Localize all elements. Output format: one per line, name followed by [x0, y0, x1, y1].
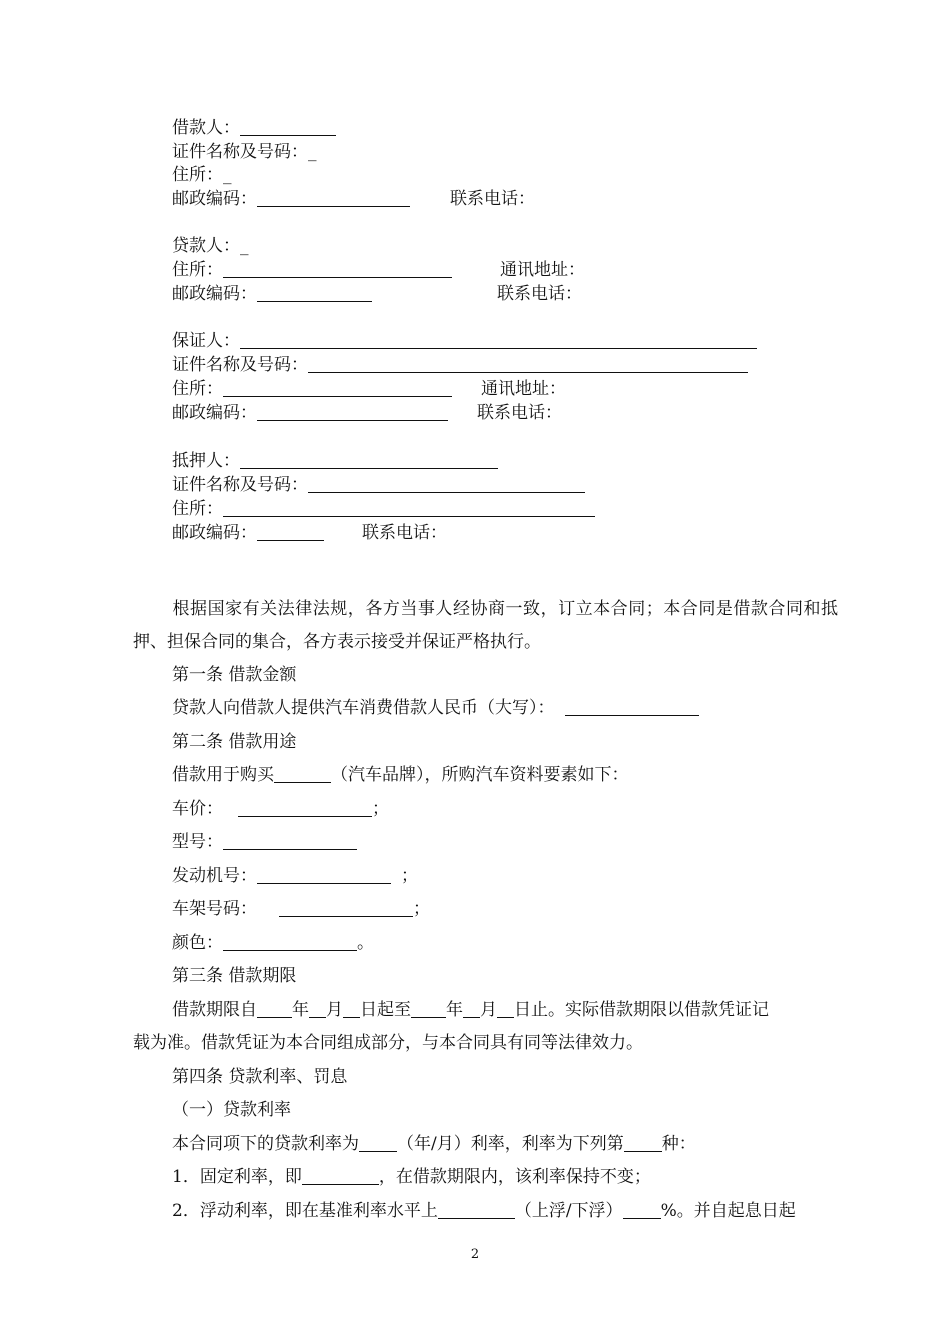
price-label: 车价： [172, 799, 223, 819]
engine-semicolon: ； [401, 866, 418, 886]
lender-postal-blank [257, 284, 372, 302]
model-blank [223, 832, 357, 850]
float-rate-line [172, 1195, 796, 1228]
mortgagor-postal-line [172, 522, 447, 544]
article1-title: 第一条 借款金额 [172, 665, 297, 685]
preamble [133, 593, 838, 659]
mortgagor-id-label: 证件名称及号码： [172, 475, 308, 495]
purpose-line [172, 759, 629, 792]
borrower-phone-label: 联系电话： [450, 189, 535, 209]
mortgagor-name-blank [240, 451, 498, 469]
borrower-address-label: 住所：_ [172, 165, 232, 185]
lender-name-label: 贷款人：_ [172, 236, 249, 256]
rate-text-c: 种： [661, 1134, 696, 1154]
rate-text-a: 本合同项下的贷款利率为 [172, 1134, 359, 1154]
engine-line [172, 860, 418, 893]
mortgagor-name-label: 抵押人： [172, 451, 240, 471]
engine-label: 发动机号： [172, 866, 257, 886]
mortgagor-id-line [172, 474, 585, 496]
term-day-to: 日止。实际借款期限以借款凭证记 [514, 1000, 769, 1020]
borrower-postal-label: 邮政编码： [172, 189, 257, 209]
term-line-2: 载为准。借款凭证为本合同组成部分，与本合同具有同等法律效力。 [133, 1033, 643, 1053]
purpose-text-a: 借款用于购买 [172, 765, 274, 785]
mortgagor-address-blank [223, 499, 595, 517]
color-period: 。 [357, 933, 374, 953]
rate-line [172, 1128, 696, 1161]
start-month-blank [309, 1000, 326, 1018]
borrower-name-label: 借款人： [172, 118, 240, 138]
start-year-blank [257, 1000, 292, 1018]
article1-text: 贷款人向借款人提供汽车消费借款人民币（大写）： [172, 698, 555, 718]
price-line [172, 793, 389, 826]
car-brand-blank [274, 765, 331, 783]
lender-phone-label: 联系电话： [497, 284, 582, 304]
term-from: 借款期限自 [172, 1000, 257, 1020]
float-rate-blank [438, 1201, 515, 1219]
guarantor-id-label: 证件名称及号码： [172, 355, 308, 375]
price-semicolon: ； [372, 799, 389, 819]
start-day-blank [343, 1000, 360, 1018]
guarantor-address-blank [223, 379, 452, 397]
term-month-2: 月 [480, 1000, 497, 1020]
guarantor-mail-label: 通讯地址： [481, 379, 566, 399]
frame-semicolon: ； [413, 899, 430, 919]
rate-text-b: （年/月）利率，利率为下列第 [397, 1134, 624, 1154]
guarantor-postal-label: 邮政编码： [172, 403, 257, 423]
loan-amount-blank [565, 698, 699, 716]
lender-address-label: 住所： [172, 260, 223, 280]
borrower-id-label: 证件名称及号码：_ [172, 142, 317, 162]
mortgagor-address-label: 住所： [172, 499, 223, 519]
page-number: 2 [470, 1247, 480, 1262]
article3-title: 第三条 借款期限 [172, 966, 297, 986]
color-line [172, 927, 374, 960]
float-rate-text-b: （上浮/下浮） [514, 1201, 623, 1221]
term-day-from: 日起至 [360, 1000, 411, 1020]
price-blank [238, 799, 372, 817]
guarantor-phone-label: 联系电话： [477, 403, 562, 423]
article4-title: 第四条 贷款利率、罚息 [172, 1067, 348, 1087]
frame-line [172, 893, 430, 926]
guarantor-name-line [172, 330, 757, 352]
fixed-rate-text-b: ，在借款期限内，该利率保持不变； [378, 1167, 651, 1187]
borrower-postal-blank [257, 189, 410, 207]
float-percent-blank [623, 1201, 661, 1219]
mortgagor-phone-label: 联系电话： [362, 523, 447, 543]
article4-sub1: （一）贷款利率 [172, 1100, 291, 1120]
frame-blank [279, 899, 413, 917]
guarantor-name-label: 保证人： [172, 331, 240, 351]
guarantor-id-blank [308, 355, 748, 373]
term-line-1 [172, 994, 769, 1027]
color-blank [223, 933, 357, 951]
guarantor-address-line [172, 378, 566, 400]
lender-name-line [172, 235, 249, 257]
fixed-rate-blank [302, 1167, 379, 1185]
end-day-blank [497, 1000, 514, 1018]
float-rate-text-c: %。并自起息日起 [660, 1201, 796, 1221]
frame-label: 车架号码： [172, 899, 257, 919]
lender-address-line [172, 259, 585, 281]
mortgagor-id-blank [308, 475, 585, 493]
term-year-2: 年 [446, 1000, 463, 1020]
preamble-text: 根据国家有关法律法规，各方当事人经协商一致，订立本合同；本合同是借款合同和抵押、担保合同的集合，各方表示接受并保证严格执行。 [133, 599, 838, 652]
fixed-rate-line [172, 1161, 651, 1194]
mortgagor-postal-blank [257, 523, 324, 541]
fixed-rate-text-a: 1．固定利率，即 [172, 1167, 302, 1187]
purpose-text-b: （汽车品牌），所购汽车资料要素如下： [331, 765, 629, 785]
borrower-id-line [172, 141, 317, 163]
guarantor-postal-blank [257, 403, 448, 421]
guarantor-name-blank [240, 331, 757, 349]
end-year-blank [411, 1000, 446, 1018]
model-line [172, 826, 357, 859]
borrower-postal-line [172, 188, 535, 210]
mortgagor-postal-label: 邮政编码： [172, 523, 257, 543]
end-month-blank [463, 1000, 480, 1018]
borrower-address-line [172, 164, 232, 186]
lender-postal-line [172, 283, 582, 305]
rate-option-blank [624, 1134, 662, 1152]
term-month-1: 月 [326, 1000, 343, 1020]
mortgagor-address-line [172, 498, 595, 520]
borrower-name-line [172, 117, 336, 139]
engine-blank [257, 866, 391, 884]
lender-mail-label: 通讯地址： [500, 260, 585, 280]
term-year-1: 年 [292, 1000, 309, 1020]
article1-text-line [172, 692, 699, 725]
lender-address-blank [223, 260, 452, 278]
article2-title: 第二条 借款用途 [172, 732, 297, 752]
borrower-name-blank [240, 118, 336, 136]
guarantor-address-label: 住所： [172, 379, 223, 399]
model-label: 型号： [172, 832, 223, 852]
guarantor-id-line [172, 354, 748, 376]
guarantor-postal-line [172, 402, 562, 424]
color-label: 颜色： [172, 933, 223, 953]
mortgagor-name-line [172, 450, 498, 472]
rate-blank [359, 1134, 397, 1152]
lender-postal-label: 邮政编码： [172, 284, 257, 304]
float-rate-text-a: 2．浮动利率，即在基准利率水平上 [172, 1201, 438, 1221]
